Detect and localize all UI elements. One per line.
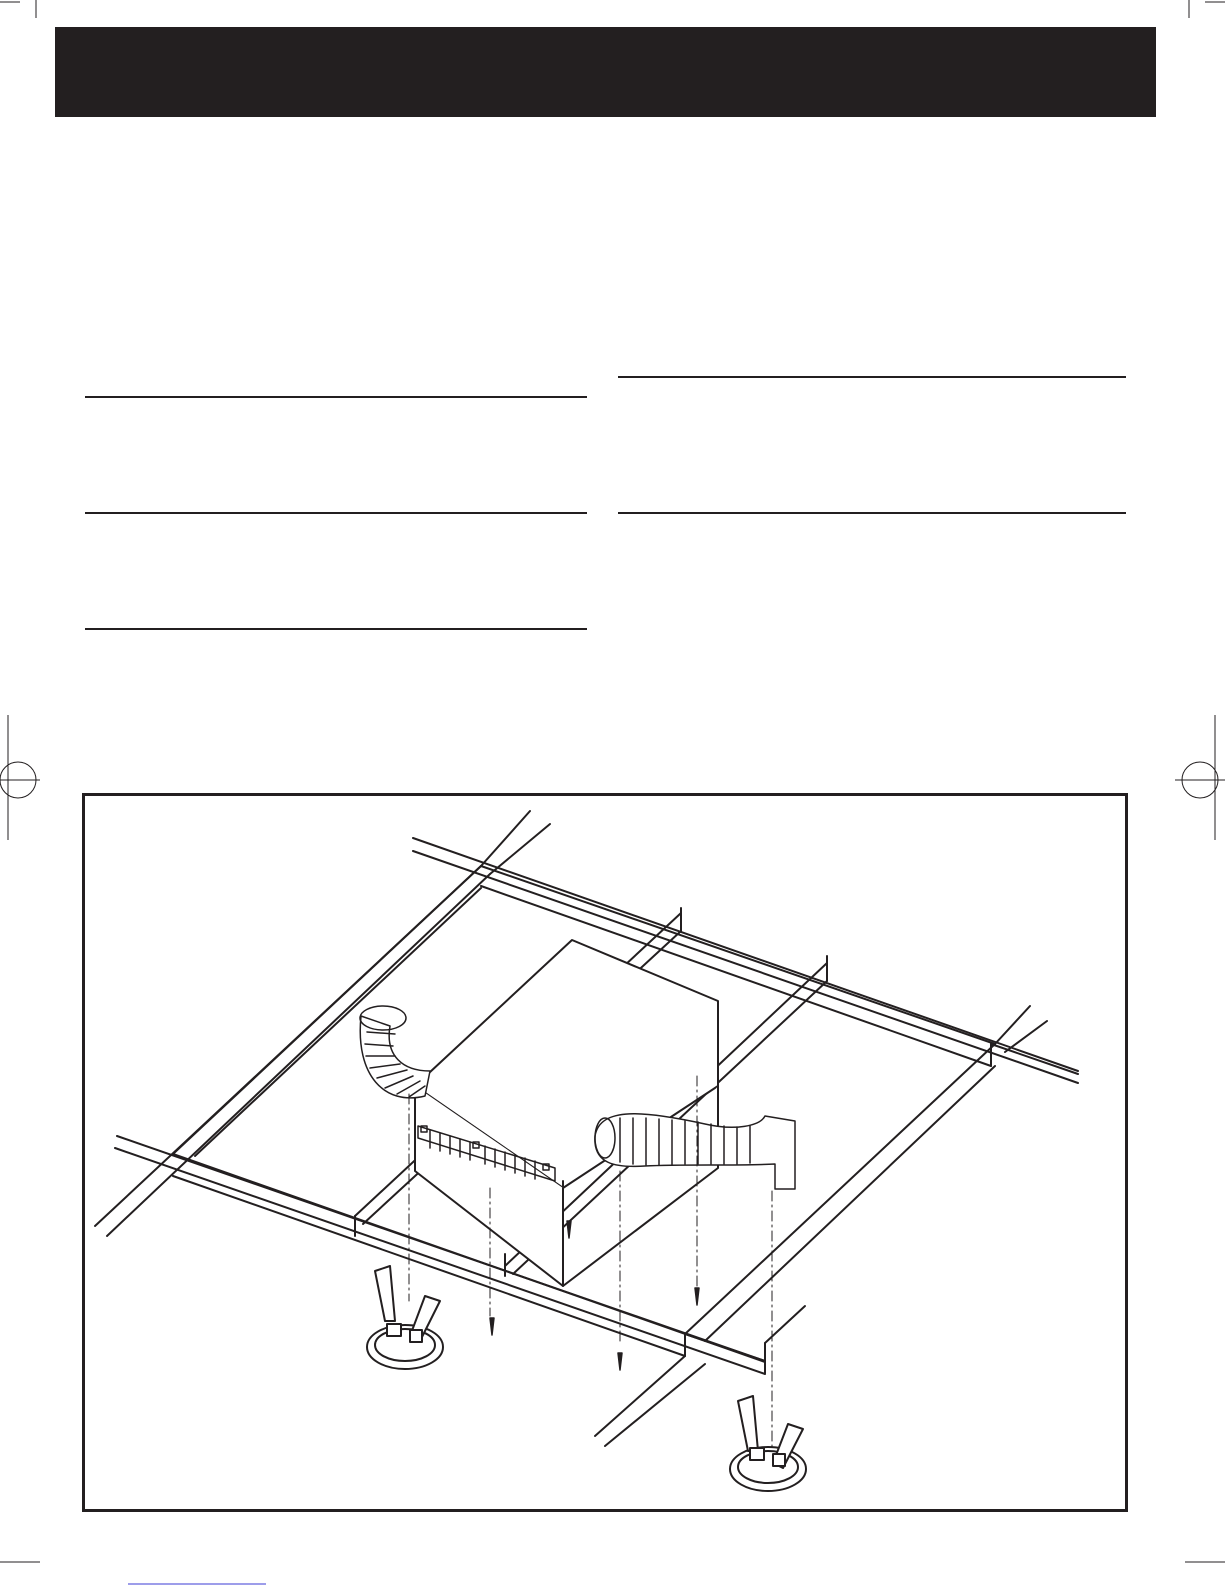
installation-figure xyxy=(82,793,1128,1512)
flex-duct-left xyxy=(360,1006,430,1098)
header-bar xyxy=(55,27,1156,117)
speaker-grille-right xyxy=(730,1396,806,1491)
section-rule-left-3 xyxy=(85,628,587,630)
installation-illustration xyxy=(85,796,1125,1509)
section-rule-right-1 xyxy=(618,376,1126,378)
speaker-housing xyxy=(415,940,718,1286)
section-rule-left-2 xyxy=(85,512,587,514)
section-rule-right-2 xyxy=(618,512,1126,514)
header-title xyxy=(55,27,1156,75)
speaker-grille-left xyxy=(367,1266,443,1369)
section-rule-left-1 xyxy=(85,396,587,398)
